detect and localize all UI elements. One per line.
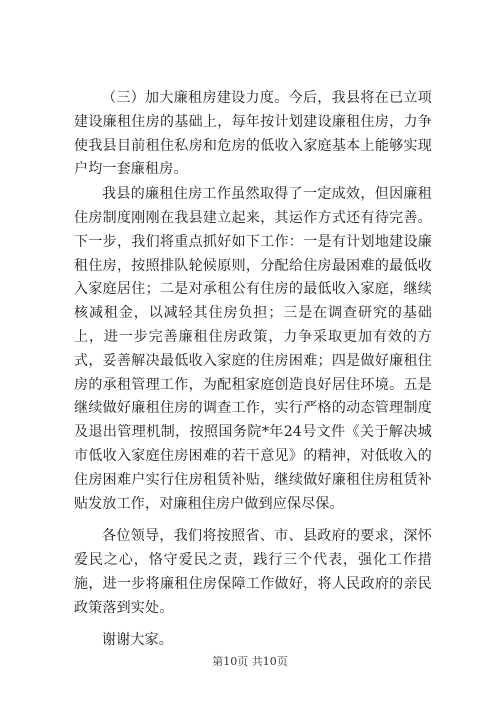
paragraph-closing-remarks: 各位领导，我们将按照省、市、县政府的要求，深怀爱民之心，恪守爱民之责，践行三个代表，强化工作措施，进一步将廉租住房保障工作做好，将人民政府的亲民政策落到实处。 (74, 528, 432, 616)
page-number-footer: 第10页 共10页 (212, 655, 288, 668)
paragraph-work-plan: 我县的廉租住房工作虽然取得了一定成效，但因廉租住房制度刚刚在我县建立起来，其运作方式还有待完善。下一步，我们将重点抓好如下工作：一是有计划地建设廉租住房，按照排队轮候原则，分配给住房最困难的最低收入家庭居住；二是对承租公有住房的最低收入家庭，继续核减租金，以减轻其住房负担；三是在调查研究的基础上，进一步完善廉租住房政策，力争采取更加有效的方式，妥善解决最低收入家庭的住房困难；四是做好廉租住房的承租管理工作，为配租家庭创造良好居住环境。五是继续做好廉租住房的调查工作，实行严格的动态管理制度及退出管理机制，按照国务院*年24号文件《关于解决城市低收入家庭住房困难的若干意见》的精神，对低收入的住房困难户实行住房租赁补贴，继续做好廉租住房租赁补贴发放工作，对廉租住房户做到应保尽保。 (74, 186, 432, 512)
document-body (74, 87, 432, 652)
paragraph-thanks: 谢谢大家。 (102, 631, 173, 648)
paragraph-housing-construction: （三）加大廉租房建设力度。今后，我县将在已立项建设廉租住房的基础上，每年按计划建设廉租住房，力争使我县目前租住私房和危房的低收入家庭基本上能够实现户均一套廉租房。 (74, 90, 432, 178)
